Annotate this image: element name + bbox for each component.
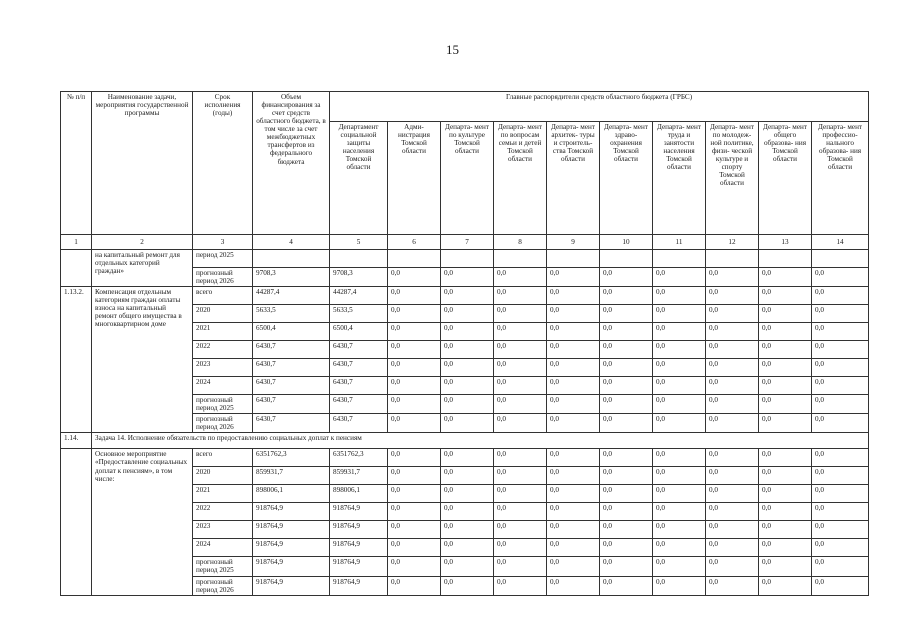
- row-value: 0,0: [388, 503, 441, 521]
- row-value: 0,0: [653, 268, 706, 287]
- header-grbs-8: Департа- мент по молодеж- ной политике, физи- ческой культуре и спорту Томской области: [706, 122, 759, 235]
- row-value: 6430,7: [330, 414, 388, 433]
- row-value: 6430,7: [330, 377, 388, 395]
- row-period: прогнозный период 2026: [193, 268, 253, 287]
- row-value: 6351762,3: [253, 449, 330, 467]
- column-number: 14: [812, 235, 869, 250]
- row-value: 0,0: [653, 467, 706, 485]
- header-grbs-4: Департа- мент по вопросам семьи и детей Томской области: [494, 122, 547, 235]
- row-value: 0,0: [441, 576, 494, 595]
- row-value: 0,0: [494, 359, 547, 377]
- row-value: 6430,7: [253, 395, 330, 414]
- row-value: 0,0: [494, 485, 547, 503]
- row-value: 0,0: [812, 449, 869, 467]
- row-value: 0,0: [388, 341, 441, 359]
- row-period: 2022: [193, 503, 253, 521]
- row-value: 0,0: [388, 395, 441, 414]
- row-value: 0,0: [600, 539, 653, 557]
- row-value: 0,0: [812, 503, 869, 521]
- row-value: 0,0: [706, 467, 759, 485]
- row-value: 0,0: [759, 521, 812, 539]
- row-value: 0,0: [547, 521, 600, 539]
- row-value: 0,0: [547, 268, 600, 287]
- row-value: 0,0: [706, 341, 759, 359]
- row-value: 0,0: [547, 576, 600, 595]
- row-value: 0,0: [812, 467, 869, 485]
- row-value: 0,0: [441, 395, 494, 414]
- header-grbs-3: Департа- мент по культуре Томской области: [441, 122, 494, 235]
- row-period: прогнозный период 2026: [193, 414, 253, 433]
- header-grbs-9: Департа- мент общего образова- ния Томской области: [759, 122, 812, 235]
- row-value: 6430,7: [253, 377, 330, 395]
- row-value: 0,0: [388, 485, 441, 503]
- task-number: 1.14.: [61, 433, 92, 449]
- row-value: 0,0: [706, 268, 759, 287]
- row-period: всего: [193, 287, 253, 305]
- row-value: 0,0: [441, 377, 494, 395]
- row-value: 0,0: [706, 305, 759, 323]
- row-value: 0,0: [600, 395, 653, 414]
- column-number: 6: [388, 235, 441, 250]
- column-number: 13: [759, 235, 812, 250]
- row-value: 0,0: [547, 449, 600, 467]
- row-value: 0,0: [812, 268, 869, 287]
- row-value: 0,0: [759, 323, 812, 341]
- row-period: 2021: [193, 485, 253, 503]
- table-row: [61, 250, 869, 268]
- row-value: 0,0: [706, 323, 759, 341]
- column-number: 8: [494, 235, 547, 250]
- table-header: [61, 92, 869, 250]
- row-value: 0,0: [759, 503, 812, 521]
- row-value: 0,0: [759, 539, 812, 557]
- row-number: [61, 449, 92, 595]
- header-col-term: Срок исполнения (годы): [193, 92, 253, 235]
- row-value: [759, 250, 812, 268]
- row-value: 0,0: [388, 449, 441, 467]
- header-col-volume: Объем финансирования за счет средств областного бюджета, в том числе за счет межбюджетных трансфертов из федерального бюджета: [253, 92, 330, 235]
- row-value: 0,0: [388, 414, 441, 433]
- row-value: 0,0: [494, 287, 547, 305]
- row-period: всего: [193, 449, 253, 467]
- row-value: 0,0: [812, 414, 869, 433]
- row-value: 6430,7: [253, 359, 330, 377]
- row-value: [330, 250, 388, 268]
- row-value: 0,0: [600, 485, 653, 503]
- row-value: 0,0: [494, 467, 547, 485]
- row-value: 0,0: [547, 359, 600, 377]
- row-value: 0,0: [706, 485, 759, 503]
- row-value: 0,0: [600, 268, 653, 287]
- row-value: 0,0: [653, 449, 706, 467]
- row-value: [441, 250, 494, 268]
- row-value: 0,0: [388, 539, 441, 557]
- page-number: 15: [446, 42, 459, 57]
- row-value: 0,0: [653, 576, 706, 595]
- row-value: 0,0: [759, 268, 812, 287]
- row-value: 0,0: [441, 414, 494, 433]
- row-value: 9708,3: [330, 268, 388, 287]
- row-value: 0,0: [653, 305, 706, 323]
- row-value: 0,0: [600, 323, 653, 341]
- row-value: 0,0: [759, 287, 812, 305]
- row-value: 0,0: [759, 305, 812, 323]
- header-grbs-7: Департа- мент труда и занятости населения Томской области: [653, 122, 706, 235]
- row-value: 0,0: [653, 503, 706, 521]
- column-number: 9: [547, 235, 600, 250]
- row-value: [653, 250, 706, 268]
- row-period: прогнозный период 2025: [193, 395, 253, 414]
- row-period: прогнозный период 2025: [193, 557, 253, 576]
- row-value: 0,0: [759, 557, 812, 576]
- header-col-no: № п/п: [61, 92, 92, 235]
- row-value: 0,0: [388, 359, 441, 377]
- row-value: 0,0: [494, 395, 547, 414]
- row-value: 6351762,3: [330, 449, 388, 467]
- row-value: 0,0: [441, 268, 494, 287]
- row-value: 0,0: [494, 414, 547, 433]
- row-value: 0,0: [547, 323, 600, 341]
- row-number: [61, 250, 92, 287]
- row-value: 918764,9: [330, 521, 388, 539]
- row-period: прогнозный период 2026: [193, 576, 253, 595]
- row-value: 0,0: [653, 521, 706, 539]
- row-period: 2020: [193, 467, 253, 485]
- row-value: 0,0: [388, 323, 441, 341]
- row-value: 0,0: [653, 557, 706, 576]
- row-value: 0,0: [759, 359, 812, 377]
- row-value: 0,0: [441, 539, 494, 557]
- header-grbs-5: Департа- мент архитек- туры и строитель- ства Томской области: [547, 122, 600, 235]
- row-value: 6500,4: [253, 323, 330, 341]
- row-value: 918764,9: [330, 576, 388, 595]
- column-number: 10: [600, 235, 653, 250]
- row-period: 2024: [193, 539, 253, 557]
- row-value: 0,0: [441, 305, 494, 323]
- row-value: 0,0: [494, 557, 547, 576]
- row-value: 0,0: [441, 287, 494, 305]
- row-period: 2023: [193, 359, 253, 377]
- column-number: 2: [92, 235, 193, 250]
- row-value: 6500,4: [330, 323, 388, 341]
- row-value: 0,0: [812, 305, 869, 323]
- column-number: 4: [253, 235, 330, 250]
- row-value: 0,0: [441, 485, 494, 503]
- row-value: 6430,7: [253, 341, 330, 359]
- column-number: 3: [193, 235, 253, 250]
- row-value: 0,0: [547, 341, 600, 359]
- row-value: 0,0: [759, 449, 812, 467]
- row-value: 0,0: [759, 485, 812, 503]
- row-value: 0,0: [388, 287, 441, 305]
- row-value: 44287,4: [330, 287, 388, 305]
- row-value: 0,0: [547, 395, 600, 414]
- row-value: 0,0: [812, 359, 869, 377]
- row-value: 0,0: [653, 323, 706, 341]
- row-value: 9708,3: [253, 268, 330, 287]
- row-value: 5633,5: [330, 305, 388, 323]
- row-value: 0,0: [494, 268, 547, 287]
- row-value: 6430,7: [253, 414, 330, 433]
- row-value: 0,0: [653, 414, 706, 433]
- row-value: 0,0: [706, 539, 759, 557]
- row-value: 918764,9: [330, 557, 388, 576]
- row-value: 918764,9: [253, 539, 330, 557]
- row-value: 0,0: [600, 503, 653, 521]
- row-period: 2024: [193, 377, 253, 395]
- row-value: 0,0: [812, 557, 869, 576]
- row-value: 0,0: [812, 395, 869, 414]
- row-value: 0,0: [812, 539, 869, 557]
- row-value: 918764,9: [330, 503, 388, 521]
- column-number: 1: [61, 235, 92, 250]
- row-value: 0,0: [547, 305, 600, 323]
- row-value: [494, 250, 547, 268]
- row-value: 0,0: [441, 359, 494, 377]
- row-value: 0,0: [547, 539, 600, 557]
- row-value: 0,0: [441, 449, 494, 467]
- row-value: 0,0: [706, 377, 759, 395]
- row-value: 6430,7: [330, 395, 388, 414]
- row-value: 0,0: [441, 323, 494, 341]
- row-value: 0,0: [441, 341, 494, 359]
- task-row: [61, 433, 869, 449]
- row-value: 0,0: [600, 305, 653, 323]
- row-value: 918764,9: [253, 521, 330, 539]
- row-value: 0,0: [706, 359, 759, 377]
- row-value: 0,0: [759, 414, 812, 433]
- row-value: 918764,9: [253, 557, 330, 576]
- row-value: 0,0: [547, 467, 600, 485]
- row-value: 0,0: [706, 287, 759, 305]
- header-col-name: Наименование задачи, мероприятия государственной программы: [92, 92, 193, 235]
- row-value: 0,0: [759, 341, 812, 359]
- row-value: [600, 250, 653, 268]
- header-grbs-2: Адми- нистрация Томской области: [388, 122, 441, 235]
- row-value: 0,0: [494, 539, 547, 557]
- row-value: [547, 250, 600, 268]
- row-value: 0,0: [812, 341, 869, 359]
- row-value: 0,0: [494, 377, 547, 395]
- row-value: 0,0: [706, 503, 759, 521]
- row-value: [706, 250, 759, 268]
- row-number: 1.13.2.: [61, 287, 92, 433]
- task-title: Задача 14. Исполнение обязательств по предоставлению социальных доплат к пенсиям: [92, 433, 869, 449]
- row-period: 2020: [193, 305, 253, 323]
- row-value: 0,0: [494, 503, 547, 521]
- row-value: 0,0: [494, 576, 547, 595]
- row-value: 0,0: [706, 576, 759, 595]
- row-value: 859931,7: [253, 467, 330, 485]
- row-value: 0,0: [706, 449, 759, 467]
- row-name: Основное мероприятие «Предоставление социальных доплат к пенсиям», в том числе:: [92, 449, 193, 595]
- row-value: 0,0: [759, 377, 812, 395]
- row-period: 2021: [193, 323, 253, 341]
- table-row: [61, 287, 869, 305]
- row-value: 0,0: [600, 377, 653, 395]
- row-value: 0,0: [706, 557, 759, 576]
- row-value: 0,0: [600, 287, 653, 305]
- row-value: 0,0: [812, 377, 869, 395]
- row-value: 0,0: [547, 485, 600, 503]
- row-value: 0,0: [653, 359, 706, 377]
- header-grbs-1: Департамент социальной защиты населения Томской области: [330, 122, 388, 235]
- row-value: 859931,7: [330, 467, 388, 485]
- row-value: 0,0: [706, 414, 759, 433]
- row-value: 0,0: [494, 521, 547, 539]
- row-value: 0,0: [441, 467, 494, 485]
- row-value: 0,0: [812, 485, 869, 503]
- row-period: 2023: [193, 521, 253, 539]
- row-value: [253, 250, 330, 268]
- row-period: 2022: [193, 341, 253, 359]
- column-number: 7: [441, 235, 494, 250]
- row-value: 0,0: [547, 557, 600, 576]
- row-value: 0,0: [388, 305, 441, 323]
- row-value: 0,0: [812, 576, 869, 595]
- row-value: 0,0: [388, 576, 441, 595]
- row-value: 0,0: [653, 377, 706, 395]
- row-value: 0,0: [759, 576, 812, 595]
- row-value: 918764,9: [330, 539, 388, 557]
- table-row: [61, 449, 869, 467]
- row-name: Компенсация отдельным категориям граждан оплаты взноса на капитальный ремонт общего имущества в многоквартирном доме: [92, 287, 193, 433]
- row-value: 0,0: [812, 323, 869, 341]
- row-value: 0,0: [600, 449, 653, 467]
- row-value: 0,0: [600, 521, 653, 539]
- row-value: 0,0: [547, 503, 600, 521]
- row-value: [812, 250, 869, 268]
- row-value: 6430,7: [330, 341, 388, 359]
- row-value: 0,0: [653, 395, 706, 414]
- row-value: 0,0: [812, 287, 869, 305]
- row-value: 0,0: [600, 467, 653, 485]
- row-value: 0,0: [494, 449, 547, 467]
- row-value: 0,0: [388, 557, 441, 576]
- row-value: 0,0: [388, 467, 441, 485]
- row-value: 898006,1: [253, 485, 330, 503]
- row-value: [388, 250, 441, 268]
- row-value: 0,0: [600, 414, 653, 433]
- row-value: 0,0: [441, 503, 494, 521]
- row-value: 0,0: [441, 557, 494, 576]
- budget-table: [60, 91, 869, 596]
- row-value: 0,0: [494, 305, 547, 323]
- row-value: 0,0: [600, 359, 653, 377]
- row-value: 0,0: [653, 485, 706, 503]
- row-value: 0,0: [547, 377, 600, 395]
- row-value: 0,0: [600, 341, 653, 359]
- row-value: 0,0: [653, 287, 706, 305]
- row-value: 0,0: [600, 557, 653, 576]
- row-name: на капитальный ремонт для отдельных категорий граждан»: [92, 250, 193, 287]
- row-value: 0,0: [547, 414, 600, 433]
- row-value: 0,0: [759, 395, 812, 414]
- table-body: [61, 250, 869, 596]
- row-value: 0,0: [494, 341, 547, 359]
- row-value: 0,0: [653, 341, 706, 359]
- row-value: 898006,1: [330, 485, 388, 503]
- column-number: 5: [330, 235, 388, 250]
- row-value: 0,0: [388, 268, 441, 287]
- row-value: 0,0: [706, 521, 759, 539]
- row-value: 0,0: [600, 576, 653, 595]
- row-value: 44287,4: [253, 287, 330, 305]
- row-period: период 2025: [193, 250, 253, 268]
- row-value: 0,0: [494, 323, 547, 341]
- row-value: 5633,5: [253, 305, 330, 323]
- row-value: 0,0: [441, 521, 494, 539]
- row-value: 0,0: [388, 377, 441, 395]
- row-value: 0,0: [759, 467, 812, 485]
- column-number: 12: [706, 235, 759, 250]
- row-value: 0,0: [706, 395, 759, 414]
- row-value: 6430,7: [330, 359, 388, 377]
- row-value: 0,0: [653, 539, 706, 557]
- row-value: 0,0: [547, 287, 600, 305]
- row-value: 0,0: [388, 521, 441, 539]
- row-value: 0,0: [812, 521, 869, 539]
- header-grbs-group: Главные распорядители средств областного бюджета (ГРБС): [330, 92, 869, 122]
- row-value: 918764,9: [253, 503, 330, 521]
- column-number: 11: [653, 235, 706, 250]
- row-value: 918764,9: [253, 576, 330, 595]
- header-grbs-10: Департа- мент профессио- нального образова- ния Томской области: [812, 122, 869, 235]
- header-grbs-6: Департа- мент здраво- охранения Томской области: [600, 122, 653, 235]
